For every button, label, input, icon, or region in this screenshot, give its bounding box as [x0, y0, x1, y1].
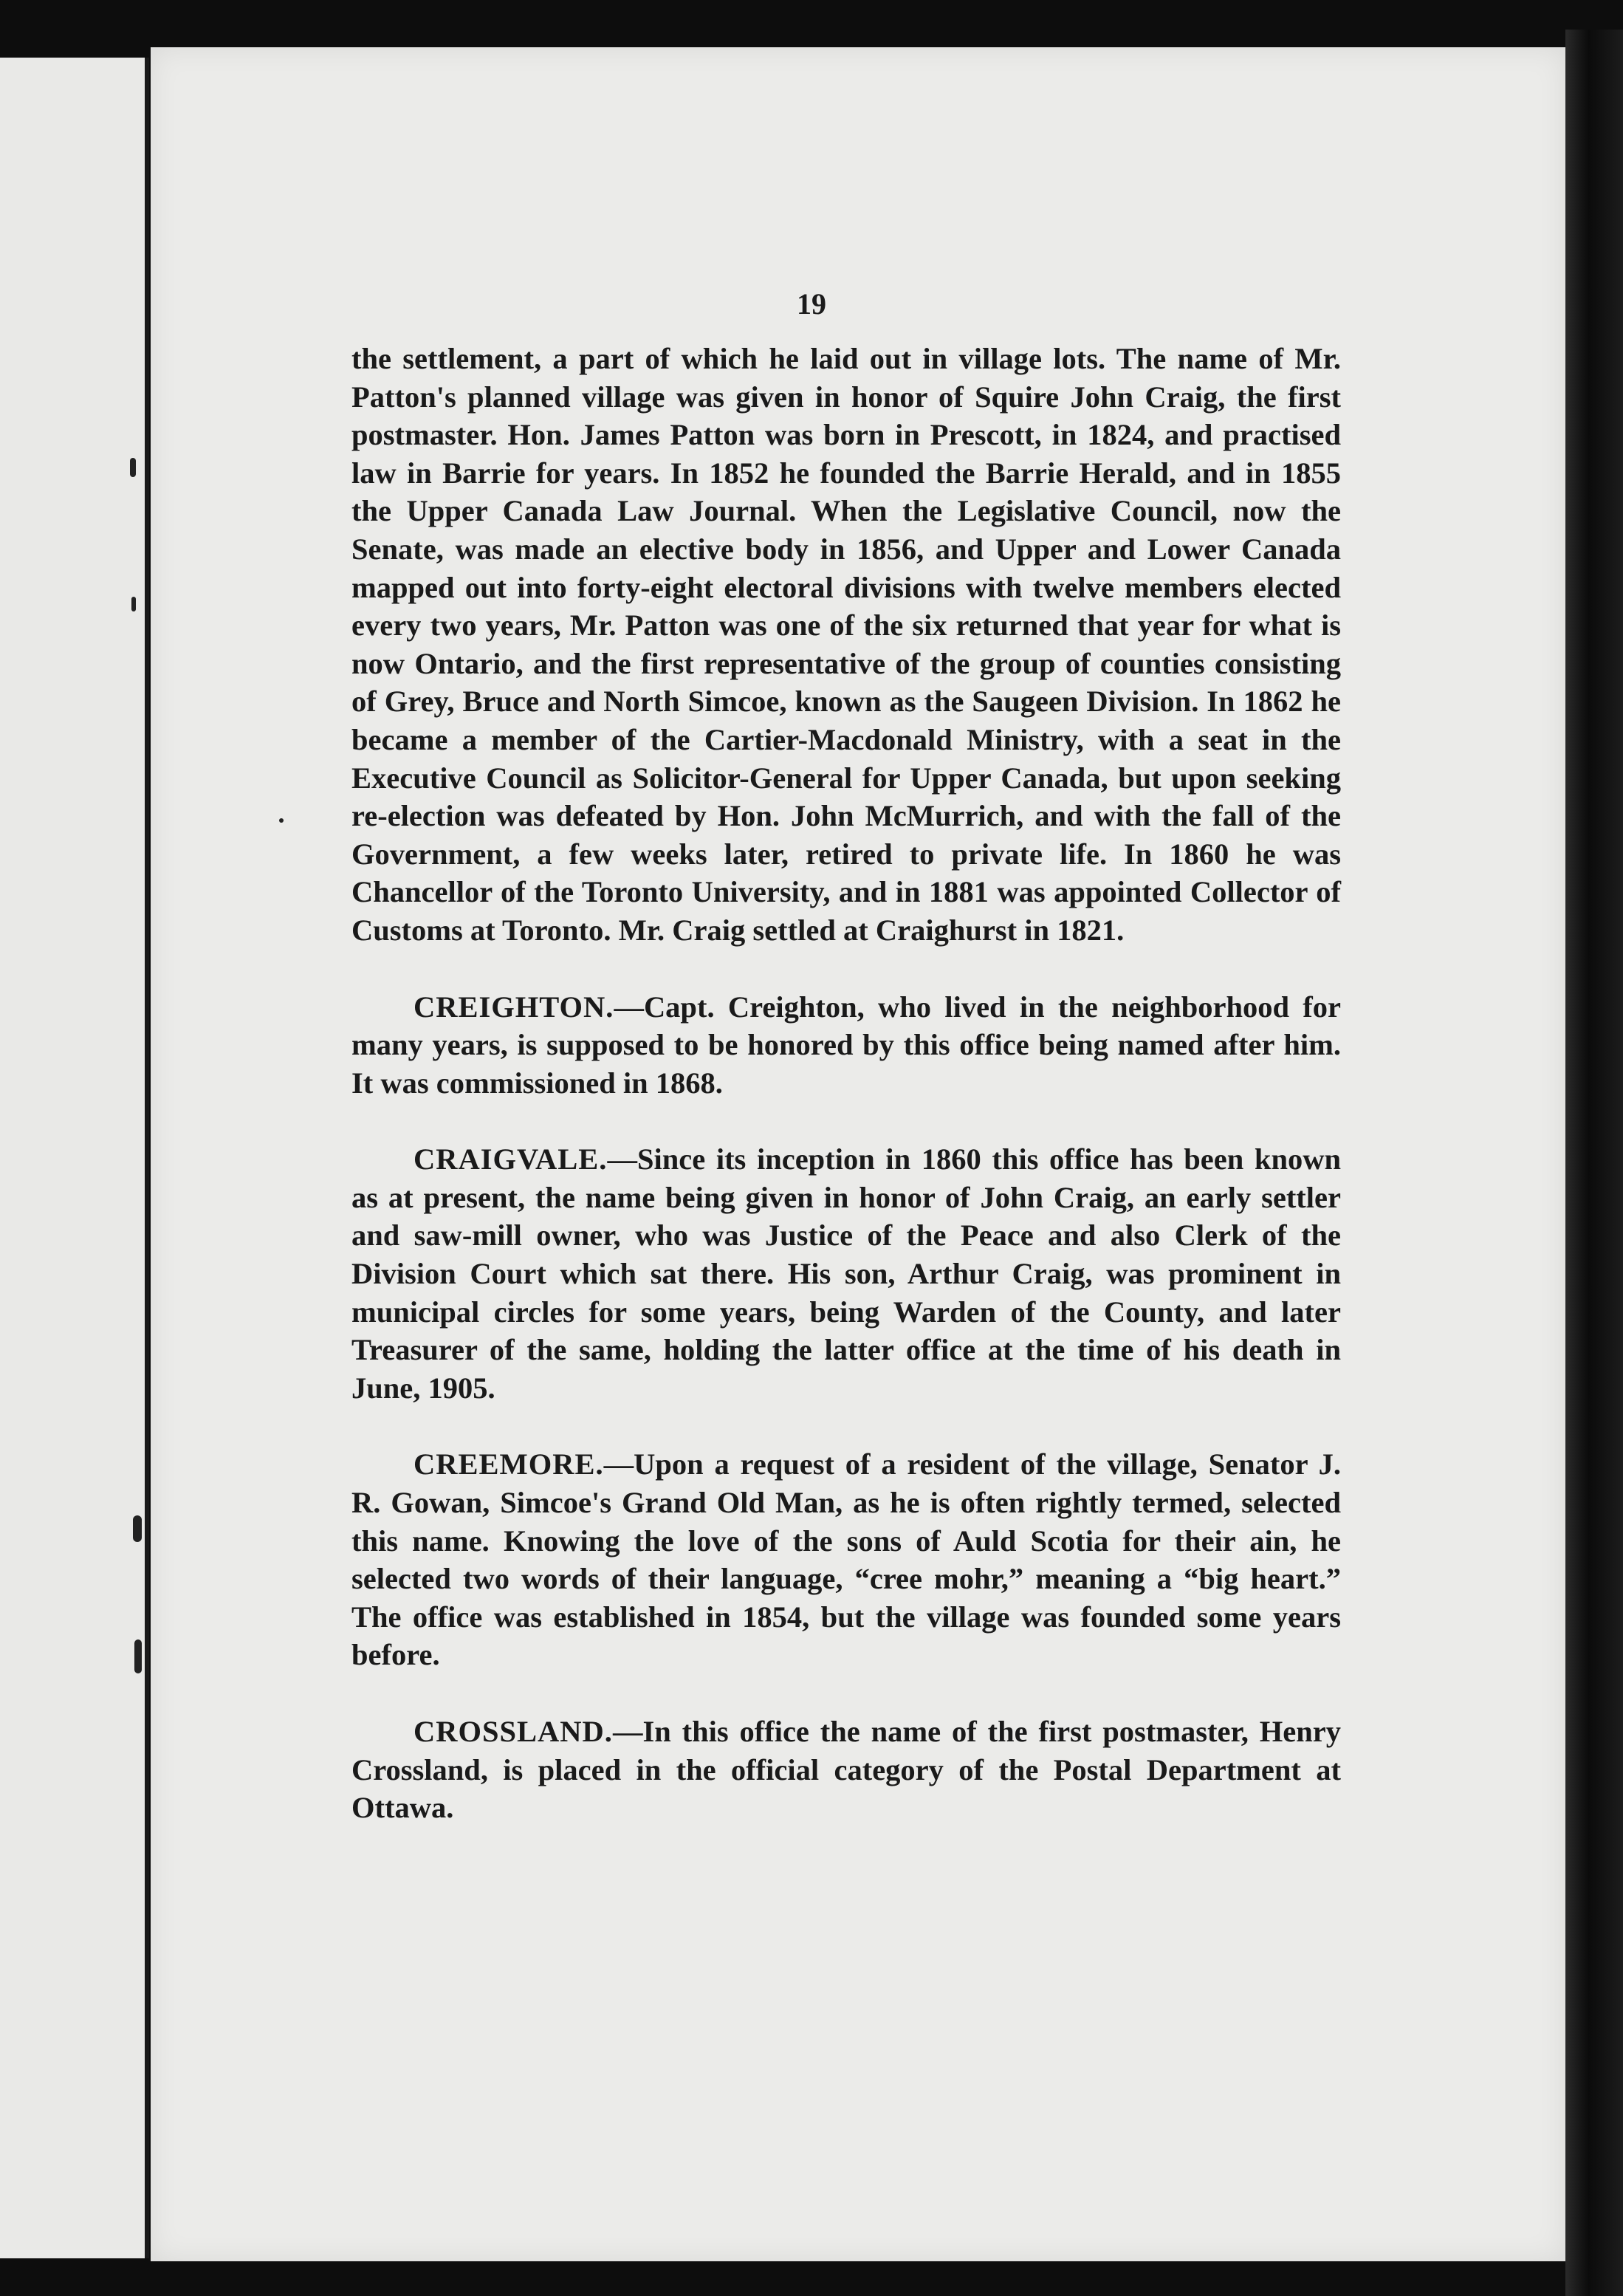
margin-mark	[130, 458, 136, 477]
paragraph-text: the settlement, a part of which he laid out in village lots. The name of Mr. Patton's planned village was given in honor of Squire John Craig, the first postmaster. Hon. James Patton was born in Prescott, in 1824, and practised law in Barrie for years. In 1852 he founded the Barrie Herald, and in 1855 the Upper Canada Law Journal. When the Legislative Council, now the Senate, was made an elective body in 1856, and Upper and Lower Canada mapped out into forty-eight electoral divisions with twelve members elected every two years, Mr. Patton was one of the six returned that year for what is now Ontario, and the first representative of the group of counties consisting of Grey, Bruce and North Simcoe, known as the Saugeen Division. In 1862 he became a member of the Cartier-Macdonald Ministry, with a seat in the Executive Council as Solicitor-General for Upper Canada, but upon seeking re-election was defeated by Hon. John McMurrich, and with the fall of the Government, a few weeks later, retired to private life. In 1860 he was Chancellor of the Toronto University, and in 1881 was appointed Collector of Customs at Toronto. Mr. Craig settled at Craighurst in 1821.	[351, 342, 1341, 947]
paragraph-patton	[351, 340, 1341, 950]
entry-heading: CRAIGVALE.	[414, 1142, 608, 1176]
paragraph-text: —Upon a request of a resident of the village, Senator J. R. Gowan, Simcoe's Grand Old Man, as he is often rightly termed, selected this name. Knowing the love of the sons of Auld Scotia for their ain, he selected two words of their language, “cree mohr,” meaning a “big heart.” The office was established in 1854, but the village was founded some years before.	[351, 1447, 1341, 1672]
margin-mark	[133, 1515, 142, 1542]
page-number: 19	[797, 287, 826, 321]
body-text	[351, 340, 1341, 1827]
left-page-edge	[0, 58, 148, 2258]
paragraph-craigvale	[351, 1140, 1341, 1407]
margin-mark	[134, 1639, 142, 1673]
entry-heading: CREIGHTON.	[414, 990, 614, 1024]
paragraph-text: —Capt. Creighton, who lived in the neighborhood for many years, is supposed to be honored by this office being named after him. It was commissioned in 1868.	[351, 990, 1341, 1100]
paragraph-text: —Since its inception in 1860 this office has been known as at present, the name being given in honor of John Craig, an early settler and saw-mill owner, who was Justice of the Peace and also Clerk of the Division Court which sat there. His son, Arthur Craig, was prominent in municipal circles for some years, being Warden of the County, and later Treasurer of the same, holding the latter office at the time of his death in June, 1905.	[351, 1142, 1341, 1405]
paragraph-creemore	[351, 1445, 1341, 1674]
paragraph-text: —In this office the name of the first postmaster, Henry Crossland, is placed in the official category of the Postal Department at Ottawa.	[351, 1715, 1341, 1825]
paragraph-creighton	[351, 988, 1341, 1103]
margin-mark	[131, 597, 136, 611]
entry-heading: CROSSLAND.	[414, 1715, 613, 1748]
paragraph-crossland	[351, 1713, 1341, 1827]
right-page-edge	[1565, 30, 1623, 2296]
book-gutter	[145, 58, 149, 2258]
margin-mark	[279, 818, 284, 823]
entry-heading: CREEMORE.	[414, 1447, 604, 1481]
